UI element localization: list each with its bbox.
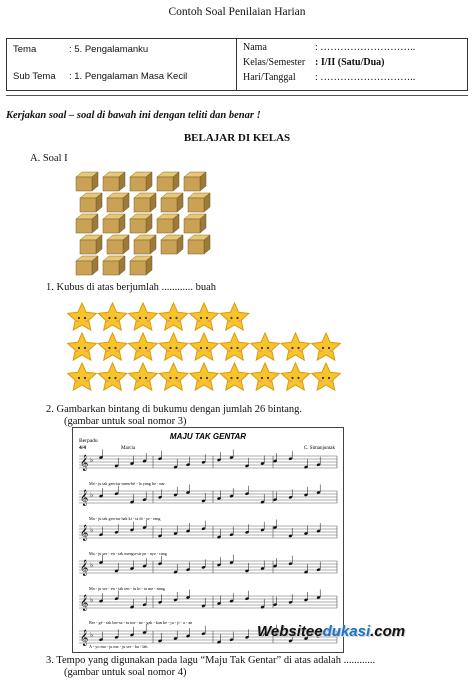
svg-text:𝄞: 𝄞 — [80, 455, 89, 471]
music-staff — [79, 555, 337, 577]
separator-line — [6, 95, 468, 96]
star — [190, 363, 219, 390]
music-staff — [79, 450, 337, 472]
star — [312, 333, 341, 360]
star — [281, 363, 310, 390]
music-staff — [79, 485, 337, 507]
cube — [157, 172, 179, 191]
music-staff — [79, 520, 337, 542]
star — [312, 363, 341, 390]
kelas-label: Kelas/Semester — [243, 57, 306, 68]
watermark-part-1: Websitee — [257, 623, 323, 640]
svg-text:𝄞: 𝄞 — [80, 490, 89, 506]
cube — [188, 235, 210, 254]
star — [98, 303, 127, 330]
star — [98, 363, 127, 390]
cube — [161, 193, 183, 212]
star — [190, 333, 219, 360]
star — [68, 303, 97, 330]
svg-text:𝄞: 𝄞 — [80, 560, 89, 576]
svg-text:𝄞: 𝄞 — [80, 630, 89, 646]
subtema-label: Sub Tema — [13, 71, 56, 82]
identity-table — [6, 38, 468, 91]
hari-label: Hari/Tanggal — [243, 72, 296, 83]
kelas-value: : I/II (Satu/Dua) — [315, 57, 385, 68]
tema-value: : 5. Pengalamanku — [69, 44, 149, 55]
music-composer: C. Simanjuntak — [303, 446, 335, 451]
nama-value: : ……………………….. — [315, 42, 416, 53]
star — [190, 303, 219, 330]
star — [129, 333, 158, 360]
star — [129, 303, 158, 330]
music-mark: Marcia — [121, 446, 136, 451]
cube — [188, 193, 210, 212]
table-divider — [236, 39, 237, 90]
stars-image — [66, 302, 342, 400]
hari-value: : ……………………….. — [315, 72, 416, 83]
star — [251, 363, 280, 390]
cube — [161, 235, 183, 254]
star — [251, 333, 280, 360]
svg-text:♭: ♭ — [90, 596, 94, 604]
question-1: 1. Kubus di atas berjumlah ............ buah — [46, 282, 217, 293]
score-image — [73, 428, 343, 652]
lyric-line-3: Ma - ju ser - en - tak mengu-sir pe - nye - rang — [89, 551, 167, 556]
cube — [107, 235, 129, 254]
cube — [130, 214, 152, 233]
watermark — [257, 623, 405, 640]
star — [98, 333, 127, 360]
lyric-line-4: Ma - ju ser - en - tak ten - tu ki - ta me - nang — [89, 586, 165, 591]
cube — [80, 193, 102, 212]
nama-label: Nama — [243, 42, 267, 53]
svg-text:♭: ♭ — [90, 631, 94, 639]
cubes-image — [70, 170, 250, 276]
music-tempo: Berpadu — [79, 438, 98, 444]
cube — [76, 172, 98, 191]
question-2-note: (gambar untuk soal nomor 3) — [64, 416, 187, 427]
question-3-note: (gambar untuk soal nomor 4) — [64, 667, 187, 678]
lyric-line-6: A - yo ma - ju ma - ju ser - bu - lah — [89, 644, 148, 649]
cube — [76, 214, 98, 233]
lyric-line-5: Ber - gé - rak ber-sa - tu me - ne - gak - kan ke - ju - ji - a - an — [89, 620, 193, 625]
svg-text:𝄞: 𝄞 — [80, 525, 89, 541]
watermark-part-3: .com — [370, 623, 406, 640]
subtema-value: : 1. Pengalaman Masa Kecil — [69, 71, 188, 82]
svg-text:♭: ♭ — [90, 561, 94, 569]
cube — [157, 214, 179, 233]
star — [220, 363, 249, 390]
page-title: Contoh Soal Penilaian Harian — [168, 6, 306, 18]
watermark-part-2: dukasi — [322, 623, 371, 640]
cube — [76, 256, 98, 275]
svg-text:♭: ♭ — [90, 526, 94, 534]
star — [159, 303, 188, 330]
star — [220, 333, 249, 360]
cube — [130, 256, 152, 275]
instruction-text: Kerjakan soal – soal di bawah ini dengan teliti dan benar ! — [6, 110, 261, 121]
cube — [184, 214, 206, 233]
star — [68, 333, 97, 360]
star — [129, 363, 158, 390]
question-2: 2. Gambarkan bintang di bukumu dengan jumlah 26 bintang. — [46, 404, 303, 415]
cube — [130, 172, 152, 191]
svg-text:♭: ♭ — [90, 456, 94, 464]
lyric-line-2: Ma - ju tak gen-tar hak ki - ta di - se - rang — [89, 516, 161, 521]
svg-text:𝄞: 𝄞 — [80, 595, 89, 611]
star — [159, 333, 188, 360]
sheet-music — [72, 427, 344, 653]
cube — [103, 214, 125, 233]
cube — [107, 193, 129, 212]
cube — [80, 235, 102, 254]
lyric-line-1: Ma - ju tak gen-tar mem-bé - la yang be - nar — [89, 481, 165, 486]
section-title: BELAJAR DI KELAS — [183, 132, 291, 144]
cube — [184, 172, 206, 191]
part-a-label: A. Soal I — [30, 153, 68, 164]
svg-text:♭: ♭ — [90, 491, 94, 499]
music-staff — [79, 590, 337, 612]
music-meter: 4/4 — [79, 445, 87, 451]
star — [159, 363, 188, 390]
star — [68, 363, 97, 390]
cube — [103, 256, 125, 275]
cube — [134, 235, 156, 254]
star — [281, 333, 310, 360]
cube — [134, 193, 156, 212]
question-3: 3. Tempo yang digunakan pada lagu “Maju Tak Gentar” di atas adalah ............ — [46, 655, 376, 666]
cube — [103, 172, 125, 191]
star — [220, 303, 249, 330]
music-title: MAJU TAK GENTAR — [169, 432, 247, 441]
tema-label: Tema — [13, 44, 37, 55]
